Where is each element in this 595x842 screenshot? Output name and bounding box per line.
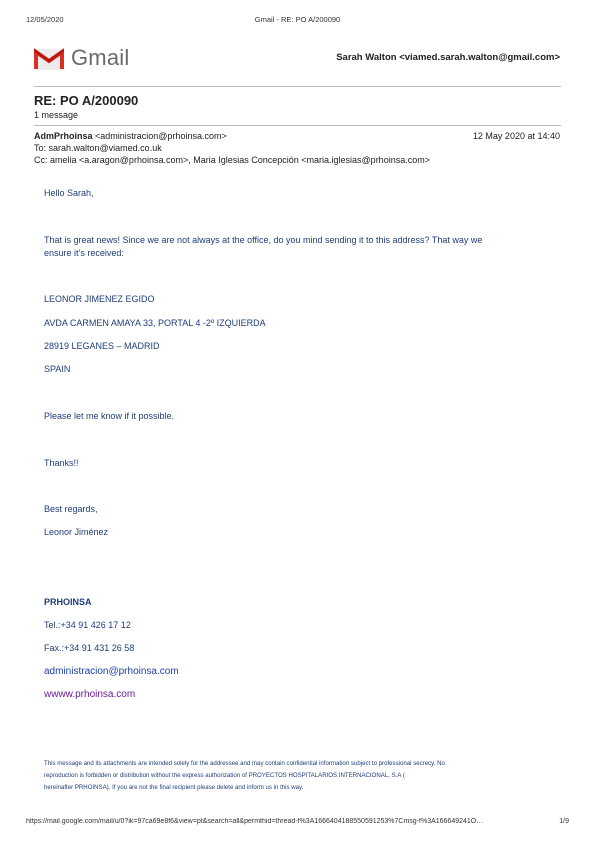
signer-name: Leonor Jiménez: [44, 527, 109, 537]
address-line: LEONOR JIMENEZ EGIDO: [44, 294, 155, 304]
sender-line: [34, 130, 227, 142]
signature-website-link[interactable]: wwww.prhoinsa.com: [44, 689, 136, 700]
gmail-m-icon: [34, 47, 64, 70]
page-number: 1/9: [559, 818, 569, 825]
print-url: https://mail.google.com/mail/u/0?ik=97ca69e8f6&view=pt&search=all&permthid=thread-f%3A1666404188550591253%7Cmsg-f%3A166649241O…: [26, 818, 484, 825]
body-line: ensure it’s received:: [44, 248, 124, 258]
address-line: AVDA CARMEN AMAYA 33, PORTAL 4 -2º IZQUIERDA: [44, 318, 266, 328]
signature-email-link[interactable]: administracion@prhoinsa.com: [44, 666, 179, 677]
print-title: Gmail - RE: PO A/200090: [254, 15, 341, 24]
header-divider: [34, 86, 561, 87]
body-line: That is great news! Since we are not always at the office, do you mind sending it to this address? That way we: [44, 235, 483, 245]
thread-divider: [34, 125, 561, 126]
disclaimer-line: hereinafter PRHOINSA). If you are not the final recipient please delete and inform us in this way.: [44, 784, 304, 791]
sender-email: <administracion@prhoinsa.com>: [92, 131, 227, 141]
thread-subject: RE: PO A/200090: [34, 93, 139, 108]
address-line: SPAIN: [44, 364, 71, 374]
message-count: 1 message: [34, 110, 79, 120]
gmail-logo[interactable]: [34, 45, 129, 71]
signature-company: PRHOINSA: [44, 597, 92, 607]
closing: Best regards,: [44, 504, 98, 514]
cc-line: Cc: amelia <a.aragon@prhoinsa.com>, Maria Iglesias Concepción <maria.iglesias@prhoinsa.com>: [34, 155, 430, 165]
to-line: To: sarah.walton@viamed.co.uk: [34, 143, 162, 153]
body-line: Please let me know if it possible.: [44, 411, 175, 421]
message-date: 12 May 2020 at 14:40: [472, 131, 560, 141]
body-line: Thanks!!: [44, 458, 79, 468]
signature-fax: Fax.:+34 91 431 26 58: [44, 643, 135, 653]
print-date: 12/05/2020: [26, 15, 64, 24]
signature-tel: Tel.:+34 91 426 17 12: [44, 620, 131, 630]
disclaimer-line: reproduction is forbidden or distribution without the express authorization of PROYECTOS HOSPITALARIOS INTERNACIONAL, S.A (: [44, 772, 405, 779]
greeting: Hello Sarah,: [44, 188, 94, 198]
sender-name: AdmPrhoinsa: [34, 131, 93, 141]
address-line: 28919 LEGANES – MADRID: [44, 341, 160, 351]
gmail-wordmark: Gmail: [71, 45, 130, 70]
disclaimer-line: This message and its attachments are intended solely for the addressee and may contain confidential information subject to professional secrecy. No: [44, 760, 445, 767]
account-label: Sarah Walton <viamed.sarah.walton@gmail.com>: [336, 52, 560, 63]
